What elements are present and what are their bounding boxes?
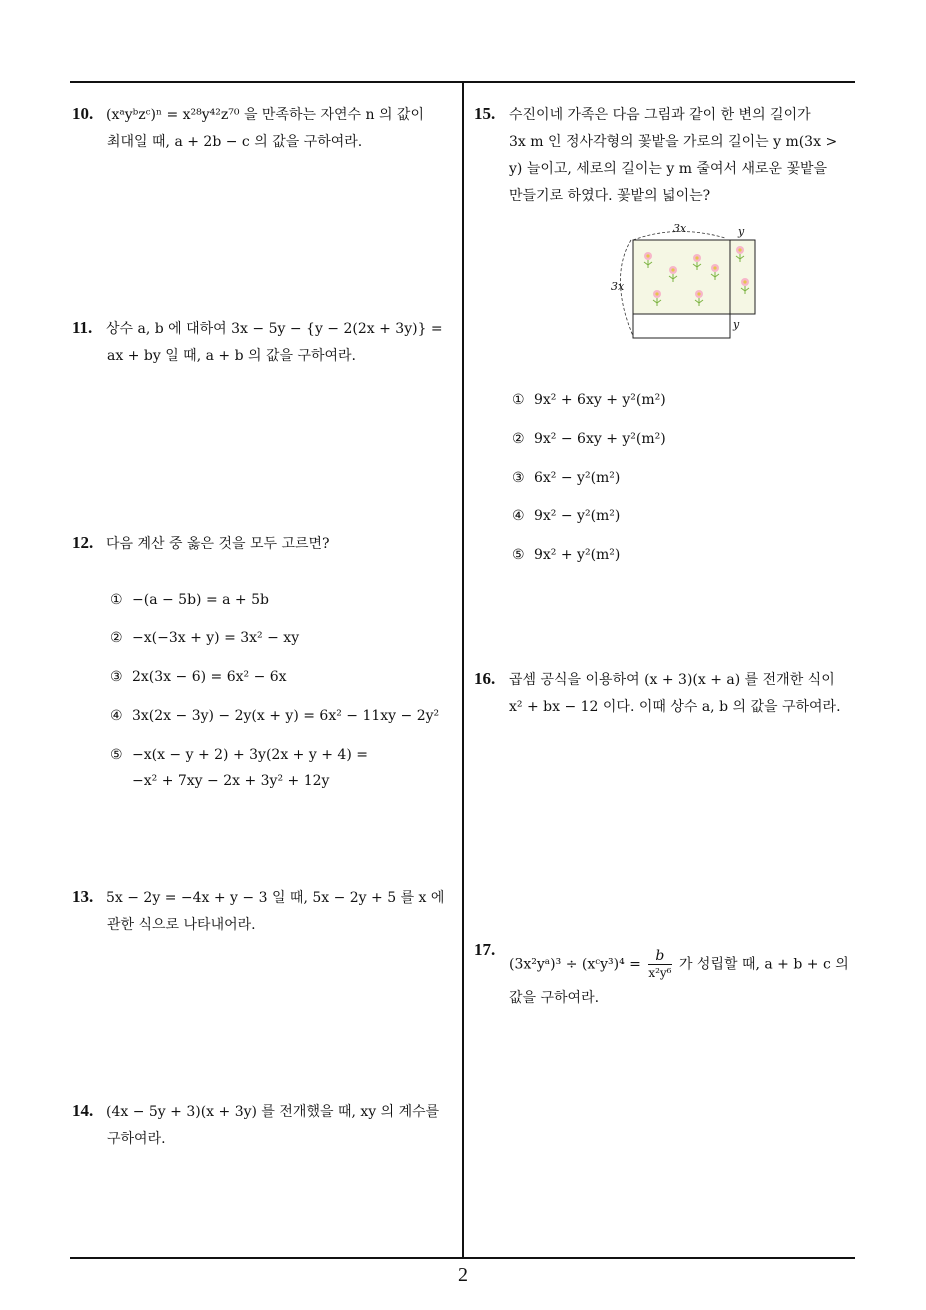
question-16 (474, 665, 860, 721)
question-text: (xᵃyᵇzᶜ)ⁿ = x²⁸y⁴²z⁷⁰ 을 만족하는 자연수 n 의 값이 (106, 107, 424, 123)
question-12 (72, 529, 460, 558)
option-5[interactable]: ⑤ −x(x − y + 2) + 3y(2x + y + 4) = (110, 747, 368, 763)
question-text: (4x − 5y + 3)(x + 3y) 를 전개했을 때, xy 의 계수를 (106, 1104, 440, 1120)
question-number: 14. (72, 1101, 94, 1120)
option-3[interactable]: ③ 6x² − y²(m²) (512, 470, 621, 486)
page-number: 2 (458, 1264, 468, 1286)
fraction-numerator: b (648, 948, 671, 965)
option-4[interactable]: ④ 9x² − y²(m²) (512, 508, 621, 524)
option-4[interactable]: ④ 3x(2x − 3y) − 2y(x + y) = 6x² − 11xy − 2y² (110, 708, 440, 724)
question-text-cont: 3x m 인 정사각형의 꽃밭을 가로의 길이는 y m(3x > (509, 134, 838, 150)
top-label: 3x (673, 222, 687, 235)
question-13 (72, 883, 460, 939)
flowerbed-figure (605, 218, 765, 348)
question-text-cont: y) 늘이고, 세로의 길이는 y m 줄여서 새로운 꽃밭을 (509, 161, 828, 177)
question-text-cont: 관한 식으로 나타내어라. (107, 917, 256, 933)
top-right-label: y (738, 225, 745, 238)
question-text-cont: x² + bx − 12 이다. 이때 상수 a, b 의 값을 구하여라. (509, 699, 841, 715)
question-text-cont: 만들기로 하였다. 꽃밭의 넓이는? (509, 188, 711, 204)
bottom-right-label: y (733, 318, 740, 331)
question-number: 15. (474, 104, 496, 123)
fraction (648, 948, 671, 981)
question-text-cont: 최대일 때, a + 2b − c 의 값을 구하여라. (107, 134, 363, 150)
question-text-cont: ax + by 일 때, a + b 의 값을 구하여라. (107, 348, 357, 364)
question-number: 10. (72, 104, 94, 123)
question-number: 11. (72, 318, 93, 337)
option-5[interactable]: ⑤ 9x² + y²(m²) (512, 547, 621, 563)
question-text-cont: 값을 구하여라. (509, 990, 600, 1006)
option-5-cont: −x² + 7xy − 2x + 3y² + 12y (132, 773, 330, 789)
option-3[interactable]: ③ 2x(3x − 6) = 6x² − 6x (110, 669, 287, 685)
option-2[interactable]: ② −x(−3x + y) = 3x² − xy (110, 630, 300, 646)
question-15 (474, 100, 860, 210)
question-number: 16. (474, 669, 496, 688)
question-text: 수진이네 가족은 다음 그림과 같이 한 변의 길이가 (509, 107, 811, 123)
option-1[interactable]: ① −(a − 5b) = a + 5b (110, 592, 269, 608)
fraction-denominator: x²y⁶ (648, 966, 672, 980)
question-text: 곱셈 공식을 이용하여 (x + 3)(x + a) 를 전개한 식이 (509, 672, 835, 688)
question-number: 13. (72, 887, 94, 906)
question-11 (72, 314, 460, 370)
question-text: 상수 a, b 에 대하여 3x − 5y − {y − 2(2x + 3y)} = (106, 321, 443, 337)
question-text: (3x²yᵃ)³ ÷ (xᶜy³)⁴ = $\frac{b}{\text{x²y⁶}}$ 가 성립할 때, a + b + c 의 (509, 948, 849, 980)
question-14 (72, 1097, 460, 1153)
question-10 (72, 100, 460, 156)
question-number: 12. (72, 533, 94, 552)
left-label: 3x (611, 280, 625, 293)
option-2[interactable]: ② 9x² − 6xy + y²(m²) (512, 431, 666, 447)
question-number: 17. (474, 940, 496, 959)
column-divider (462, 82, 464, 1259)
question-text: 5x − 2y = −4x + y − 3 일 때, 5x − 2y + 5 를 x 에 (106, 890, 445, 906)
question-text: 다음 계산 중 옳은 것을 모두 고르면? (106, 536, 330, 552)
option-1[interactable]: ① 9x² + 6xy + y²(m²) (512, 392, 666, 408)
question-text-cont: 구하여라. (107, 1131, 166, 1147)
